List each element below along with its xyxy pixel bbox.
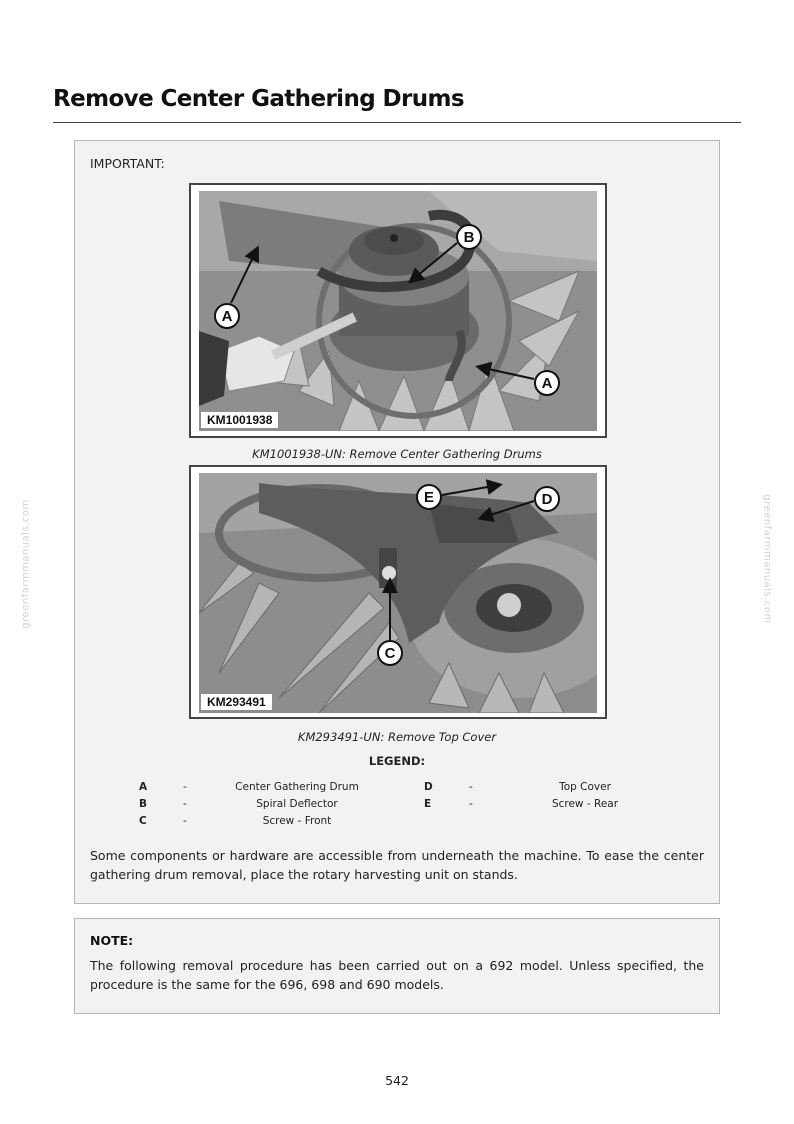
figure-caption: KM1001938-UN: Remove Center Gathering Drums <box>252 447 542 461</box>
callout-a-left: A <box>221 308 233 325</box>
photo-illustration <box>199 473 597 713</box>
note-paragraph: The following removal procedure has been carried out on a 692 model. Unless specified, the procedure is the same for the 696, 698 and 690 models. <box>90 958 704 992</box>
photo-top-cover <box>199 473 597 713</box>
figure-code: KM1001938 <box>201 412 278 428</box>
legend-value: Center Gathering Drum <box>235 781 359 793</box>
title-divider <box>53 122 741 123</box>
page-number: 542 <box>385 1073 409 1088</box>
important-label: IMPORTANT: <box>90 156 165 171</box>
figure-code: KM293491 <box>201 694 272 710</box>
legend-key: A <box>139 781 148 793</box>
callout-d: D <box>541 491 553 508</box>
callout-a-right: A <box>541 375 553 392</box>
legend-separator: - <box>183 781 187 793</box>
legend-value: Spiral Deflector <box>256 798 338 810</box>
legend-separator: - <box>183 798 187 810</box>
legend-key: C <box>139 815 147 827</box>
legend-separator: - <box>469 798 473 810</box>
legend-separator: - <box>469 781 473 793</box>
legend-key: E <box>424 798 432 810</box>
watermark-left: greenfarmmanuals.com <box>20 499 32 629</box>
legend-value: Screw - Front <box>262 815 332 827</box>
legend-title: LEGEND: <box>368 754 426 768</box>
page-title: Remove Center Gathering Drums <box>53 86 464 112</box>
figure-caption: KM293491-UN: Remove Top Cover <box>297 730 497 744</box>
legend-value: Screw - Rear <box>551 798 619 810</box>
legend-row-d <box>75 781 719 797</box>
callout-b: B <box>463 229 475 246</box>
important-box <box>74 140 720 904</box>
figure-km1001938 <box>189 183 607 438</box>
callout-e: E <box>423 489 435 506</box>
instruction-paragraph: Some components or hardware are accessible from underneath the machine. To ease the center gathering drum removal, place the rotary harvesting unit on stands. <box>90 848 704 882</box>
photo-illustration <box>199 191 597 431</box>
note-box <box>74 918 720 1014</box>
legend-separator: - <box>183 815 187 827</box>
callout-c: C <box>384 645 396 662</box>
legend-row-e <box>75 798 719 814</box>
legend-row-c <box>75 815 719 831</box>
photo-gathering-drums <box>199 191 597 431</box>
watermark-right: greenfarmmanuals.com <box>761 494 773 624</box>
legend-key: D <box>424 781 433 793</box>
figure-km293491 <box>189 465 607 719</box>
legend-key: B <box>139 798 148 810</box>
legend-value: Top Cover <box>559 781 611 793</box>
note-label: NOTE: <box>90 933 134 948</box>
